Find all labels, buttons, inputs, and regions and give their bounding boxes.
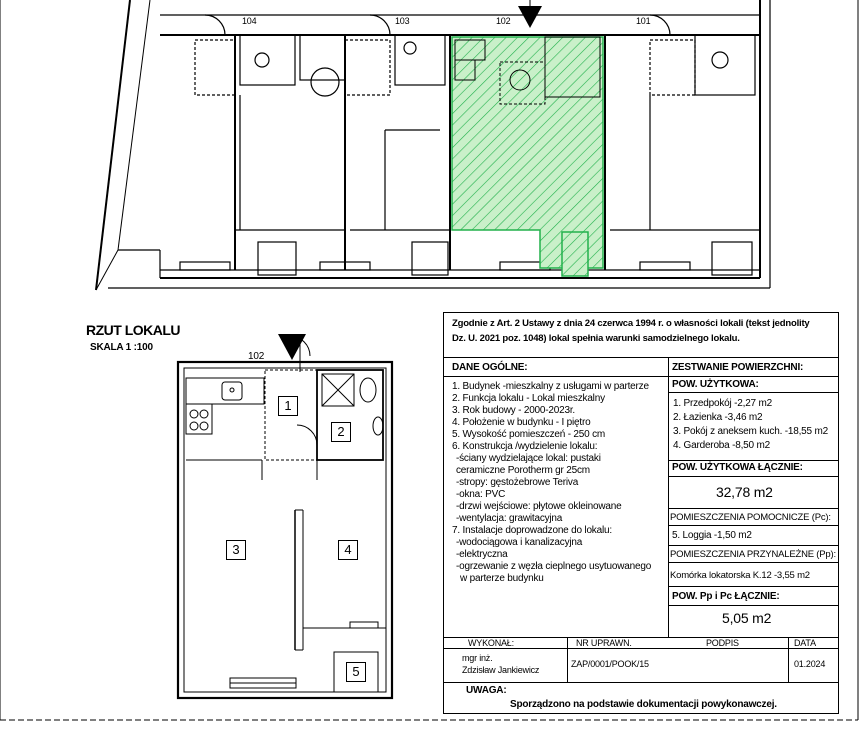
license-number: ZAP/0001/POOK/15 — [571, 659, 649, 669]
room-1-label: 1 — [278, 396, 298, 416]
note-title: UWAGA: — [466, 685, 507, 696]
footer-license-header: NR UPRAWN. — [576, 638, 632, 648]
unit-label-101: 101 — [636, 16, 651, 26]
unit-label-103: 103 — [395, 16, 410, 26]
author-title: mgr inż. — [462, 653, 493, 663]
general-title: DANE OGÓLNE: — [452, 362, 528, 373]
footer-date-header: DATA — [794, 638, 816, 648]
unit-number: 102 — [248, 351, 265, 362]
note-text: Sporządzono na podstawie dokumentacji powykonawczej. — [510, 699, 777, 710]
plan-scale: SKALA 1 :100 — [90, 342, 153, 353]
general-list: 1. Budynek -mieszkalny z usługami w parterze 2. Funkcja lokalu - Lokal mieszkalny 3. Rok budowy - 2000-2023r. 4. Położenie w budynku - I piętro 5. Wysokość pomieszczeń - 250 cm 6. Konstrukcja /wydzielenie lokalu: -ściany wydzielające lokal: pustaki ceramiczne Porotherm gr 25cm -stropy: gęstożebrowe Teriva -okna: PVC -drzwi wejściowe: płytowe okleinowane -wentylacja: grawitacyjna 7. Instalacje doprowadzone do lokalu: -wodociągowa i kanalizacyjna -elektryczna -ogrzewanie z węzła cieplnego usytuowanego w parterze budynku — [452, 381, 652, 584]
unit-label-104: 104 — [242, 16, 257, 26]
pp-pc-value: 5,05 m2 — [722, 610, 772, 626]
room-5-label: 5 — [346, 662, 366, 682]
aux-value: 5. Loggia -1,50 m2 — [672, 530, 752, 541]
legal-header-line1: Zgodnie z Art. 2 Ustawy z dnia 24 czerwca 1994 r. o własności lokali (tekst jednolity — [452, 318, 810, 329]
unit-label-102: 102 — [496, 16, 511, 26]
highlighted-unit-102 — [452, 37, 603, 276]
date-value: 01.2024 — [794, 659, 826, 669]
appurtenant-title: POMIESZCZENIA PRZYNALEŻNE (Pp): — [670, 549, 836, 560]
unit-plan — [178, 340, 392, 698]
author-name: Zdzisław Jankiewicz — [462, 665, 540, 675]
building-plan — [96, 0, 770, 290]
summary-title: ZESTWANIE POWIERZCHNI: — [672, 362, 804, 373]
footer-author-header: WYKONAŁ: — [468, 638, 514, 648]
legal-header-line2: Dz. U. 2021 poz. 1048) lokal spełnia warunki samodzielnego lokalu. — [452, 333, 740, 344]
usable-title: POW. UŻYTKOWA: — [672, 379, 759, 390]
usable-list: 1. Przedpokój -2,27 m2 2. Łazienka -3,46 m2 3. Pokój z aneksem kuch. -18,55 m2 4. Garderoba -8,50 m2 — [673, 398, 828, 451]
room-3-label: 3 — [226, 540, 246, 560]
pp-pc-title: POW. Pp i Pc ŁĄCZNIE: — [672, 591, 780, 602]
room-4-label: 4 — [338, 540, 358, 560]
entry-arrow — [278, 334, 306, 360]
room-2-label: 2 — [331, 422, 351, 442]
appurtenant-value: Komórka lokatorska K.12 -3,55 m2 — [670, 570, 810, 581]
usable-total-title: POW. UŻYTKOWA ŁĄCZNIE: — [672, 462, 803, 473]
usable-total-value: 32,78 m2 — [716, 484, 773, 500]
plan-title: RZUT LOKALU — [86, 322, 181, 338]
footer-signature-header: PODPIS — [706, 638, 739, 648]
aux-title: POMIESZCZENIA POMOCNICZE (Pc): — [670, 512, 831, 523]
